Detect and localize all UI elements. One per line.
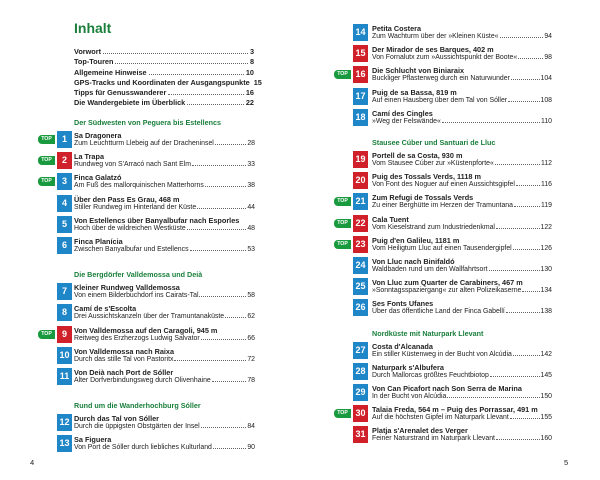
dot-leader — [201, 427, 247, 428]
route-page: 150 — [540, 393, 552, 400]
route-title: Camí de s'Escolta — [74, 304, 137, 314]
route-number: 24 — [353, 257, 368, 274]
right-page — [300, 0, 600, 480]
route-description — [372, 245, 552, 252]
route-title: Von Valldemossa auf den Caragoli, 945 m — [74, 325, 218, 335]
route-description — [372, 372, 552, 379]
page-title: Inhalt — [74, 20, 112, 36]
section-heading: Der Südwesten von Peguera bis Estellencs — [74, 118, 221, 127]
dot-leader — [514, 206, 540, 207]
route-page: 48 — [247, 224, 255, 232]
route-desc-text: Zum Leuchtturm Llebeig auf der Dracheninsel — [74, 140, 214, 147]
dot-leader — [192, 165, 246, 166]
toc-entry[interactable] — [300, 109, 600, 128]
route-desc-text: Durch die üppigsten Obstgärten der Insel — [74, 423, 200, 431]
toc-row[interactable] — [74, 47, 254, 57]
dot-leader — [513, 249, 540, 250]
route-number: 25 — [353, 278, 368, 295]
toc-page: 3 — [249, 47, 254, 56]
top-badge: TOP — [334, 70, 351, 79]
route-page: 119 — [541, 202, 552, 210]
route-title: Sa Dragonera — [74, 131, 122, 140]
route-page: 38 — [247, 182, 255, 190]
section-heading: Die Bergdörfer Valldemossa und Deià — [74, 270, 203, 280]
toc-label: Allgemeine Hinweise — [74, 67, 147, 77]
route-number: 27 — [353, 342, 368, 359]
dot-leader — [103, 53, 248, 54]
toc-label: Die Wandergebiete im Überblick — [74, 98, 186, 108]
dot-leader — [508, 101, 539, 102]
route-description — [372, 308, 552, 315]
route-desc-text: Reitweg des Erzherzogs Ludwig Salvator — [74, 334, 200, 342]
toc-entry[interactable] — [300, 342, 600, 361]
route-title: Camí des Cingles — [372, 108, 433, 118]
top-badge: TOP — [334, 219, 351, 228]
toc-page: 10 — [245, 67, 254, 77]
route-desc-text: Von einem Bilderbuchdorf ins Cairats-Tal — [74, 292, 199, 300]
section-heading: Rund um die Wanderhochburg Sóller — [74, 401, 201, 411]
toc-entry[interactable] — [0, 152, 300, 171]
route-desc-text: »Sonntagsspaziergang« zur alten Polizeikaserne — [372, 287, 522, 295]
route-description — [372, 33, 552, 40]
toc-entry[interactable] — [300, 236, 600, 255]
toc-row[interactable] — [74, 88, 254, 98]
toc-entry[interactable] — [300, 215, 600, 234]
route-title: Puig de sa Bassa, 819 m — [372, 87, 457, 97]
route-description — [74, 225, 255, 232]
toc-entry[interactable] — [0, 283, 300, 302]
dot-leader — [174, 360, 246, 361]
dot-leader — [513, 355, 540, 356]
route-description — [74, 204, 255, 211]
route-page: 130 — [540, 266, 552, 273]
route-page: 116 — [541, 181, 552, 189]
top-badge: TOP — [38, 177, 55, 186]
route-description — [74, 140, 255, 147]
toc-page: 8 — [249, 57, 254, 67]
route-description — [372, 75, 552, 82]
route-number: 28 — [353, 363, 368, 380]
route-title: Platja s'Arenalet des Verger — [372, 426, 468, 436]
route-description — [74, 161, 255, 168]
dot-leader — [511, 79, 540, 80]
route-number: 6 — [57, 237, 72, 254]
route-page: 84 — [247, 423, 255, 431]
route-number: 2 — [57, 152, 72, 169]
dot-leader — [205, 186, 247, 187]
route-desc-text: In der Bucht von Alcúdia — [372, 393, 447, 400]
toc-label: Tipps für Genusswanderer — [74, 88, 167, 98]
route-description — [74, 335, 255, 342]
route-title: Costa d'Alcanada — [372, 341, 433, 351]
route-title: Portell de sa Costa, 930 m — [372, 151, 463, 160]
dot-leader — [447, 397, 539, 398]
section-heading: Stausee Cúber und Santuari de Lluc — [372, 138, 496, 147]
route-number: 10 — [57, 347, 72, 364]
route-desc-text: Von Font des Noguer auf einen Aussichtsgipfel — [372, 181, 515, 189]
route-page: 58 — [247, 292, 255, 300]
route-desc-text: Hoch über de wildreichen Westküste — [74, 224, 186, 232]
route-page: 94 — [544, 33, 552, 40]
route-desc-text: Waldbaden rund um den Wallfahrtsort — [372, 266, 488, 273]
route-description — [372, 287, 552, 294]
route-description — [372, 414, 552, 421]
toc-entry[interactable] — [0, 414, 300, 433]
route-number: 18 — [353, 109, 368, 126]
toc-label: GPS-Tracks und Koordinaten der Ausgangspunkte — [74, 77, 250, 87]
route-number: 23 — [353, 236, 368, 253]
toc-entry[interactable] — [300, 384, 600, 403]
toc-page: 15 — [253, 77, 262, 87]
dot-leader — [510, 418, 540, 419]
toc-entry[interactable] — [300, 363, 600, 382]
dot-leader — [496, 439, 540, 440]
dot-leader — [489, 270, 540, 271]
toc-row[interactable] — [74, 77, 262, 88]
toc-row[interactable] — [74, 98, 254, 108]
route-description — [372, 160, 552, 167]
route-title: Über den Pass Es Grau, 468 m — [74, 194, 180, 204]
route-description — [74, 444, 255, 451]
route-page: 44 — [247, 203, 255, 211]
toc-entry[interactable] — [300, 45, 600, 64]
page-number-right: 5 — [564, 458, 569, 467]
route-desc-text: Durch das stille Tal von Pastoritx — [74, 355, 174, 363]
route-title: Der Mirador de ses Barques, 402 m — [372, 45, 494, 55]
route-desc-text: Von Port de Sóller durch liebliches Kulturland — [74, 444, 212, 452]
route-title: Puig d'en Galileu, 1181 m — [372, 235, 460, 245]
dot-leader — [215, 144, 247, 145]
toc-entry[interactable] — [300, 405, 600, 424]
route-desc-text: Über das öffentliche Land der Finca Gabellí — [372, 308, 505, 316]
top-badge: TOP — [334, 409, 351, 418]
dot-leader — [190, 250, 247, 251]
route-description — [372, 224, 552, 231]
route-title: Von Lluc zum Quarter de Carabiners, 467 m — [372, 278, 523, 288]
route-desc-text: Zwischen Banyalbufar und Estellencs — [74, 246, 189, 253]
route-number: 29 — [353, 384, 368, 401]
route-number: 1 — [57, 131, 72, 148]
route-description — [372, 266, 552, 273]
toc-entry[interactable] — [0, 173, 300, 192]
route-description — [372, 181, 552, 188]
route-page: 104 — [540, 75, 552, 83]
route-number: 11 — [57, 368, 72, 385]
route-desc-text: Vom Heiligtum Lluc auf einen Tausendergipfel — [372, 244, 512, 252]
dot-leader — [213, 448, 246, 449]
toc-entry[interactable] — [300, 151, 600, 170]
dot-leader — [199, 296, 246, 297]
route-desc-text: Stiller Rundweg im Hinterland der Küste — [74, 203, 197, 211]
route-title: Von Can Picafort nach Son Serra de Marina — [372, 384, 522, 393]
toc-entry[interactable] — [0, 237, 300, 256]
route-number: 8 — [57, 304, 72, 321]
route-number: 5 — [57, 216, 72, 233]
toc-entry[interactable] — [300, 24, 600, 43]
route-page: 72 — [247, 355, 255, 363]
route-desc-text: »Weg der Felswände« — [372, 117, 441, 125]
page-number-left: 4 — [30, 458, 35, 467]
route-page: 28 — [247, 140, 255, 147]
route-title: Cala Tuent — [372, 214, 409, 224]
route-desc-text: Durch Mallorcas größtes Feuchtbiotop — [372, 371, 489, 379]
route-description — [372, 435, 552, 442]
route-page: 145 — [540, 371, 552, 379]
route-title: Kleiner Rundweg Valldemossa — [74, 283, 180, 293]
route-page: 110 — [541, 117, 552, 125]
route-number: 31 — [353, 426, 368, 443]
toc-label: Top-Touren — [74, 57, 114, 67]
route-page: 66 — [247, 334, 255, 342]
route-desc-text: Vom Kieselstrand zum Industriedenkmal — [372, 223, 495, 231]
toc-entry[interactable] — [300, 193, 600, 212]
toc-entry[interactable] — [0, 131, 300, 150]
dot-leader — [496, 228, 540, 229]
dot-leader — [490, 376, 540, 377]
route-title: Petita Costera — [372, 24, 422, 33]
toc-entry[interactable] — [300, 88, 600, 107]
toc-entry[interactable] — [300, 257, 600, 276]
route-description — [372, 202, 552, 209]
route-desc-text: Zu einer Berghütte im Herzen der Tramuntana — [372, 202, 513, 210]
toc-entry[interactable] — [0, 368, 300, 387]
route-number: 26 — [353, 299, 368, 316]
toc-entry[interactable] — [0, 326, 300, 345]
route-desc-text: Buckliger Pflasterweg durch ein Naturwunder — [372, 75, 510, 83]
route-description — [74, 182, 255, 189]
route-page: 33 — [247, 161, 255, 169]
toc-entry[interactable] — [300, 299, 600, 318]
route-title: Talaia Freda, 564 m – Puig des Porrassar, 491 m — [372, 405, 538, 415]
route-desc-text: Drei Aussichtskanzeln über der Tramuntanaküste — [74, 313, 225, 321]
dot-leader — [168, 94, 244, 95]
route-number: 4 — [57, 195, 72, 212]
route-title: Ses Fonts Ufanes — [372, 299, 434, 309]
route-page: 53 — [247, 246, 255, 253]
toc-page: 22 — [245, 98, 254, 108]
dot-leader — [442, 122, 540, 123]
route-number: 21 — [353, 193, 368, 210]
route-desc-text: Vom Stausee Cúber zur »Küstenpforte« — [372, 160, 494, 167]
route-description — [74, 423, 255, 430]
dot-leader — [500, 37, 544, 38]
route-page: 78 — [247, 377, 255, 384]
route-title: Durch das Tal von Sóller — [74, 414, 160, 424]
toc-entry[interactable] — [0, 216, 300, 235]
route-number: 17 — [353, 88, 368, 105]
route-desc-text: Ein stiller Küstenweg in der Bucht von Alcúdia — [372, 350, 512, 358]
route-number: 30 — [353, 405, 368, 422]
route-title: Von Lluc nach Binifaldó — [372, 257, 455, 266]
dot-leader — [495, 164, 540, 165]
route-desc-text: Feiner Naturstrand im Naturpark Llevant — [372, 435, 495, 443]
route-title: Von Deià nach Port de Sóller — [74, 368, 174, 377]
toc-entry[interactable] — [300, 172, 600, 191]
top-badge: TOP — [334, 197, 351, 206]
toc-entry[interactable] — [0, 347, 300, 366]
dot-leader — [149, 74, 244, 75]
route-title: Von Valldemossa nach Raixa — [74, 346, 175, 356]
route-description — [372, 393, 552, 400]
route-title: Die Schlucht von Biniaraix — [372, 66, 465, 76]
route-number: 20 — [353, 172, 368, 189]
dot-leader — [187, 229, 247, 230]
toc-row[interactable] — [74, 68, 254, 78]
dot-leader — [201, 339, 247, 340]
toc-entry[interactable] — [300, 278, 600, 297]
top-badge: TOP — [334, 240, 351, 249]
route-desc-text: Zum Wachturm über der »Kleinen Küste« — [372, 33, 499, 40]
route-desc-text: Von Fornalutx zum »Aussichtspunkt der Boote« — [372, 54, 518, 62]
dot-leader — [115, 63, 247, 64]
route-number: 7 — [57, 283, 72, 300]
route-number: 12 — [57, 414, 72, 431]
route-page: 160 — [540, 435, 552, 443]
route-page: 142 — [540, 350, 552, 358]
route-page: 126 — [540, 244, 552, 252]
route-page: 138 — [540, 308, 552, 316]
route-page: 98 — [544, 54, 552, 62]
route-description — [74, 356, 255, 363]
route-title: Zum Refugi de Tossals Verds — [372, 193, 474, 203]
toc-row[interactable] — [74, 57, 254, 67]
toc-entry[interactable] — [0, 304, 300, 323]
toc-entry[interactable] — [300, 426, 600, 445]
route-number: 3 — [57, 173, 72, 190]
route-page: 122 — [540, 223, 552, 231]
top-badge: TOP — [38, 330, 55, 339]
route-page: 62 — [247, 313, 255, 321]
dot-leader — [522, 291, 539, 292]
route-desc-text: Alter Dorfverbindungsweg durch Olivenhaine — [74, 377, 211, 384]
dot-leader — [187, 104, 244, 105]
route-description — [372, 118, 552, 125]
dot-leader — [516, 185, 540, 186]
route-description — [372, 97, 552, 104]
route-title: Von Estellencs über Banyalbufar nach Esporles — [74, 215, 240, 225]
route-number: 15 — [353, 45, 368, 62]
dot-leader — [225, 317, 246, 318]
route-title: La Trapa — [74, 152, 105, 162]
section-heading: Nordküste mit Naturpark Llevant — [372, 328, 484, 338]
toc-page: 16 — [245, 88, 254, 98]
route-page: 155 — [540, 414, 552, 422]
dot-leader — [506, 312, 540, 313]
toc-entry[interactable] — [300, 66, 600, 85]
route-description — [74, 292, 255, 299]
dot-leader — [518, 58, 543, 59]
route-description — [74, 246, 255, 253]
route-page: 134 — [540, 287, 552, 295]
route-title: Finca Galatzó — [74, 173, 122, 183]
route-title: Finca Planícia — [74, 237, 123, 246]
route-desc-text: Auf einen Hausberg über dem Tal von Sóller — [372, 96, 508, 104]
route-title: Puig des Tossals Verds, 1118 m — [372, 172, 481, 182]
route-number: 22 — [353, 215, 368, 232]
route-desc-text: Am Fuß des mallorquinischen Matterhorns — [74, 182, 204, 190]
route-page: 90 — [247, 444, 255, 452]
top-badge: TOP — [38, 156, 55, 165]
route-desc-text: Auf die höchsten Gipfel im Naturpark Llevant — [372, 414, 509, 422]
route-title: Naturpark s'Albufera — [372, 362, 444, 372]
route-number: 19 — [353, 151, 368, 168]
route-desc-text: Rundweg von S'Arracó nach Sant Elm — [74, 161, 191, 169]
route-page: 108 — [540, 96, 552, 104]
route-page: 112 — [541, 160, 552, 167]
dot-leader — [197, 208, 246, 209]
route-number: 14 — [353, 24, 368, 41]
route-description — [74, 313, 255, 320]
route-number: 16 — [353, 66, 368, 83]
toc-general — [74, 47, 262, 109]
route-number: 9 — [57, 326, 72, 343]
route-description — [74, 377, 255, 384]
route-title: Sa Figuera — [74, 435, 112, 445]
toc-entry[interactable] — [0, 435, 300, 454]
route-number: 13 — [57, 435, 72, 452]
toc-entry[interactable] — [0, 195, 300, 214]
dot-leader — [212, 381, 247, 382]
route-description — [372, 351, 552, 358]
route-description — [372, 54, 552, 61]
toc-label: Vorwort — [74, 47, 102, 56]
top-badge: TOP — [38, 135, 55, 144]
